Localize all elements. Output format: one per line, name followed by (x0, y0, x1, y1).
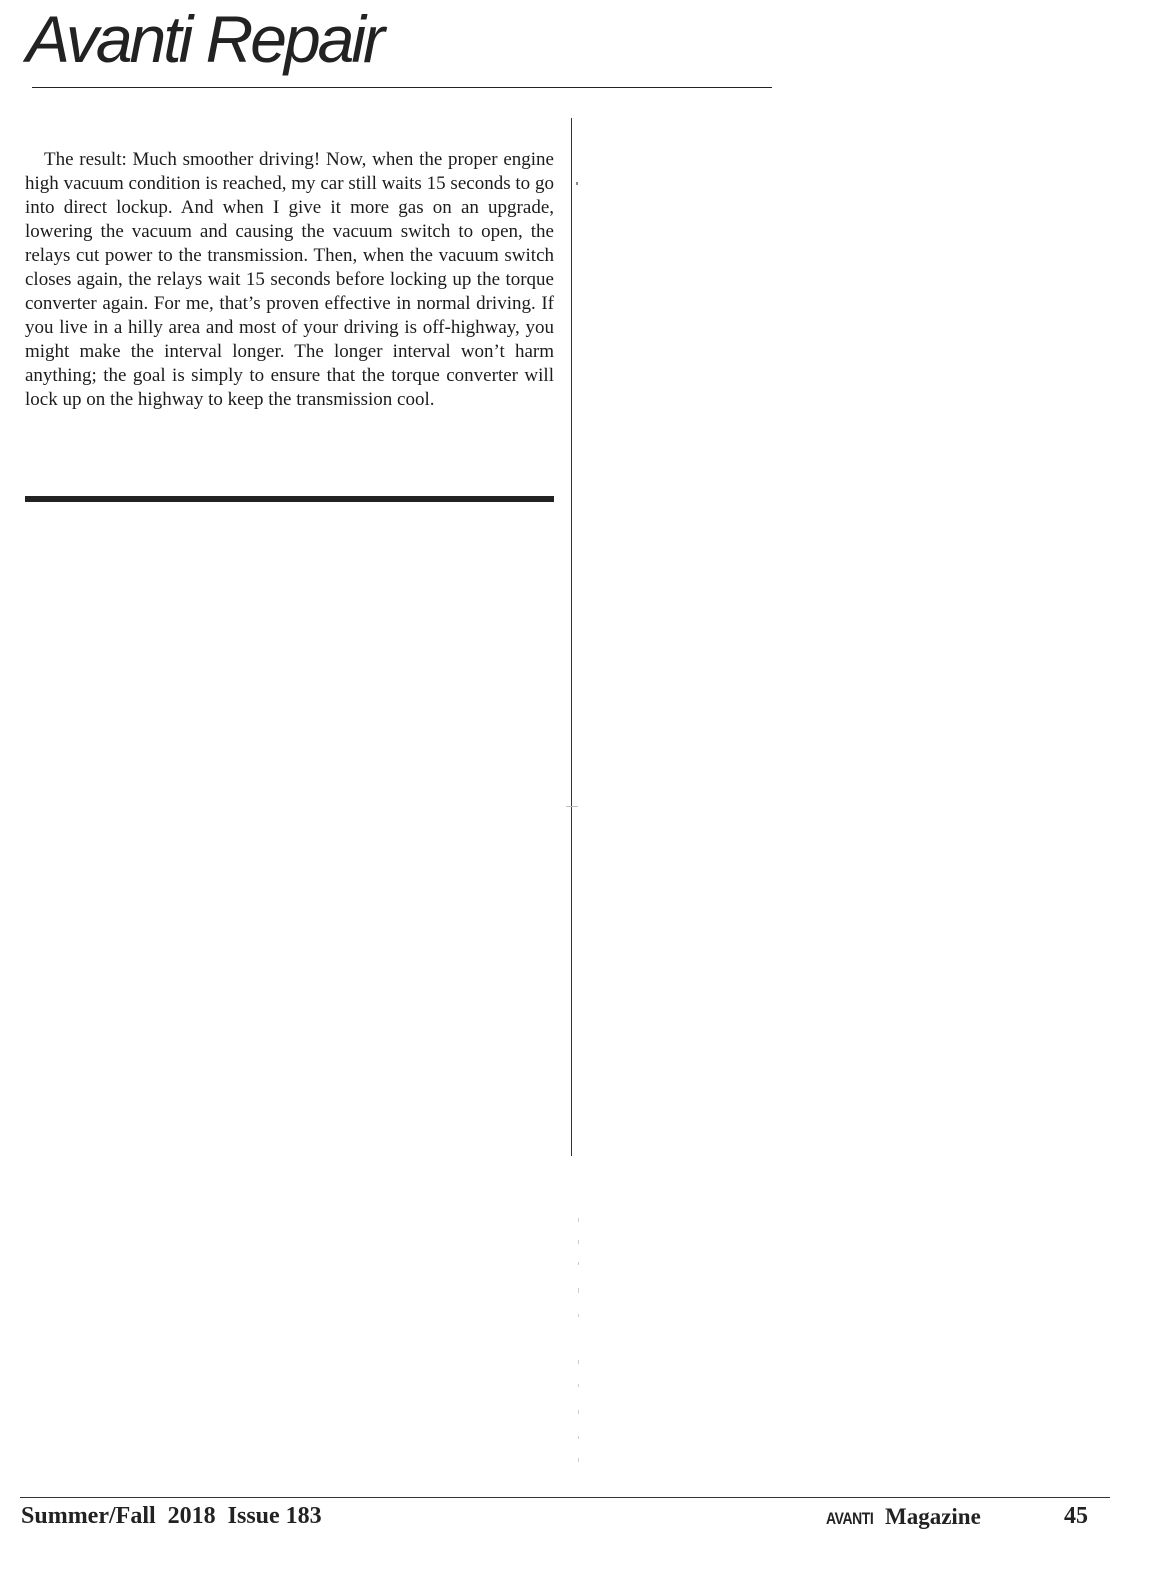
dot-trail (578, 1384, 579, 1387)
footer-brand: AVANTI (826, 1509, 874, 1528)
section-title: Avanti Repair (26, 2, 383, 76)
dot-trail (578, 1436, 579, 1439)
footer-rule (20, 1497, 1110, 1498)
page-number: 45 (1064, 1503, 1088, 1529)
dot-trail (578, 1458, 579, 1462)
article-end-rule (25, 496, 554, 502)
dot-trail (578, 1314, 579, 1317)
dot-trail (578, 1288, 579, 1293)
dot-trail (578, 1218, 579, 1222)
article-paragraph: The result: Much smoother driving! Now, when the proper engine high vacuum condition is reached, my car still waits 15 seconds to go into direct lockup. And when I give it more gas on an upgrade, lowering the vacuum and causing the vacuum switch to open, the relays cut power to the transmission. Then, when the vacuum switch closes again, the relays wait 15 seconds before locking up the torque converter again. For me, that’s proven effective in normal driving. If you live in a hilly area and most of your driving is off-highway, you might make the interval longer. The longer interval won’t harm anything; the goal is simply to ensure that the torque converter will lock up on the highway to keep the transmission cool. (25, 149, 554, 410)
stray-mark (576, 182, 578, 185)
dot-trail (578, 1410, 579, 1414)
title-rule (32, 87, 772, 88)
footer-issue: Summer/Fall 2018 Issue 183 (21, 1503, 322, 1529)
column-divider-tick (566, 806, 578, 807)
footer-magazine: Magazine (885, 1504, 981, 1529)
dot-trail (578, 1262, 579, 1265)
column-divider (571, 118, 572, 1156)
dot-trail (578, 1240, 579, 1244)
dot-trail (578, 1360, 579, 1364)
